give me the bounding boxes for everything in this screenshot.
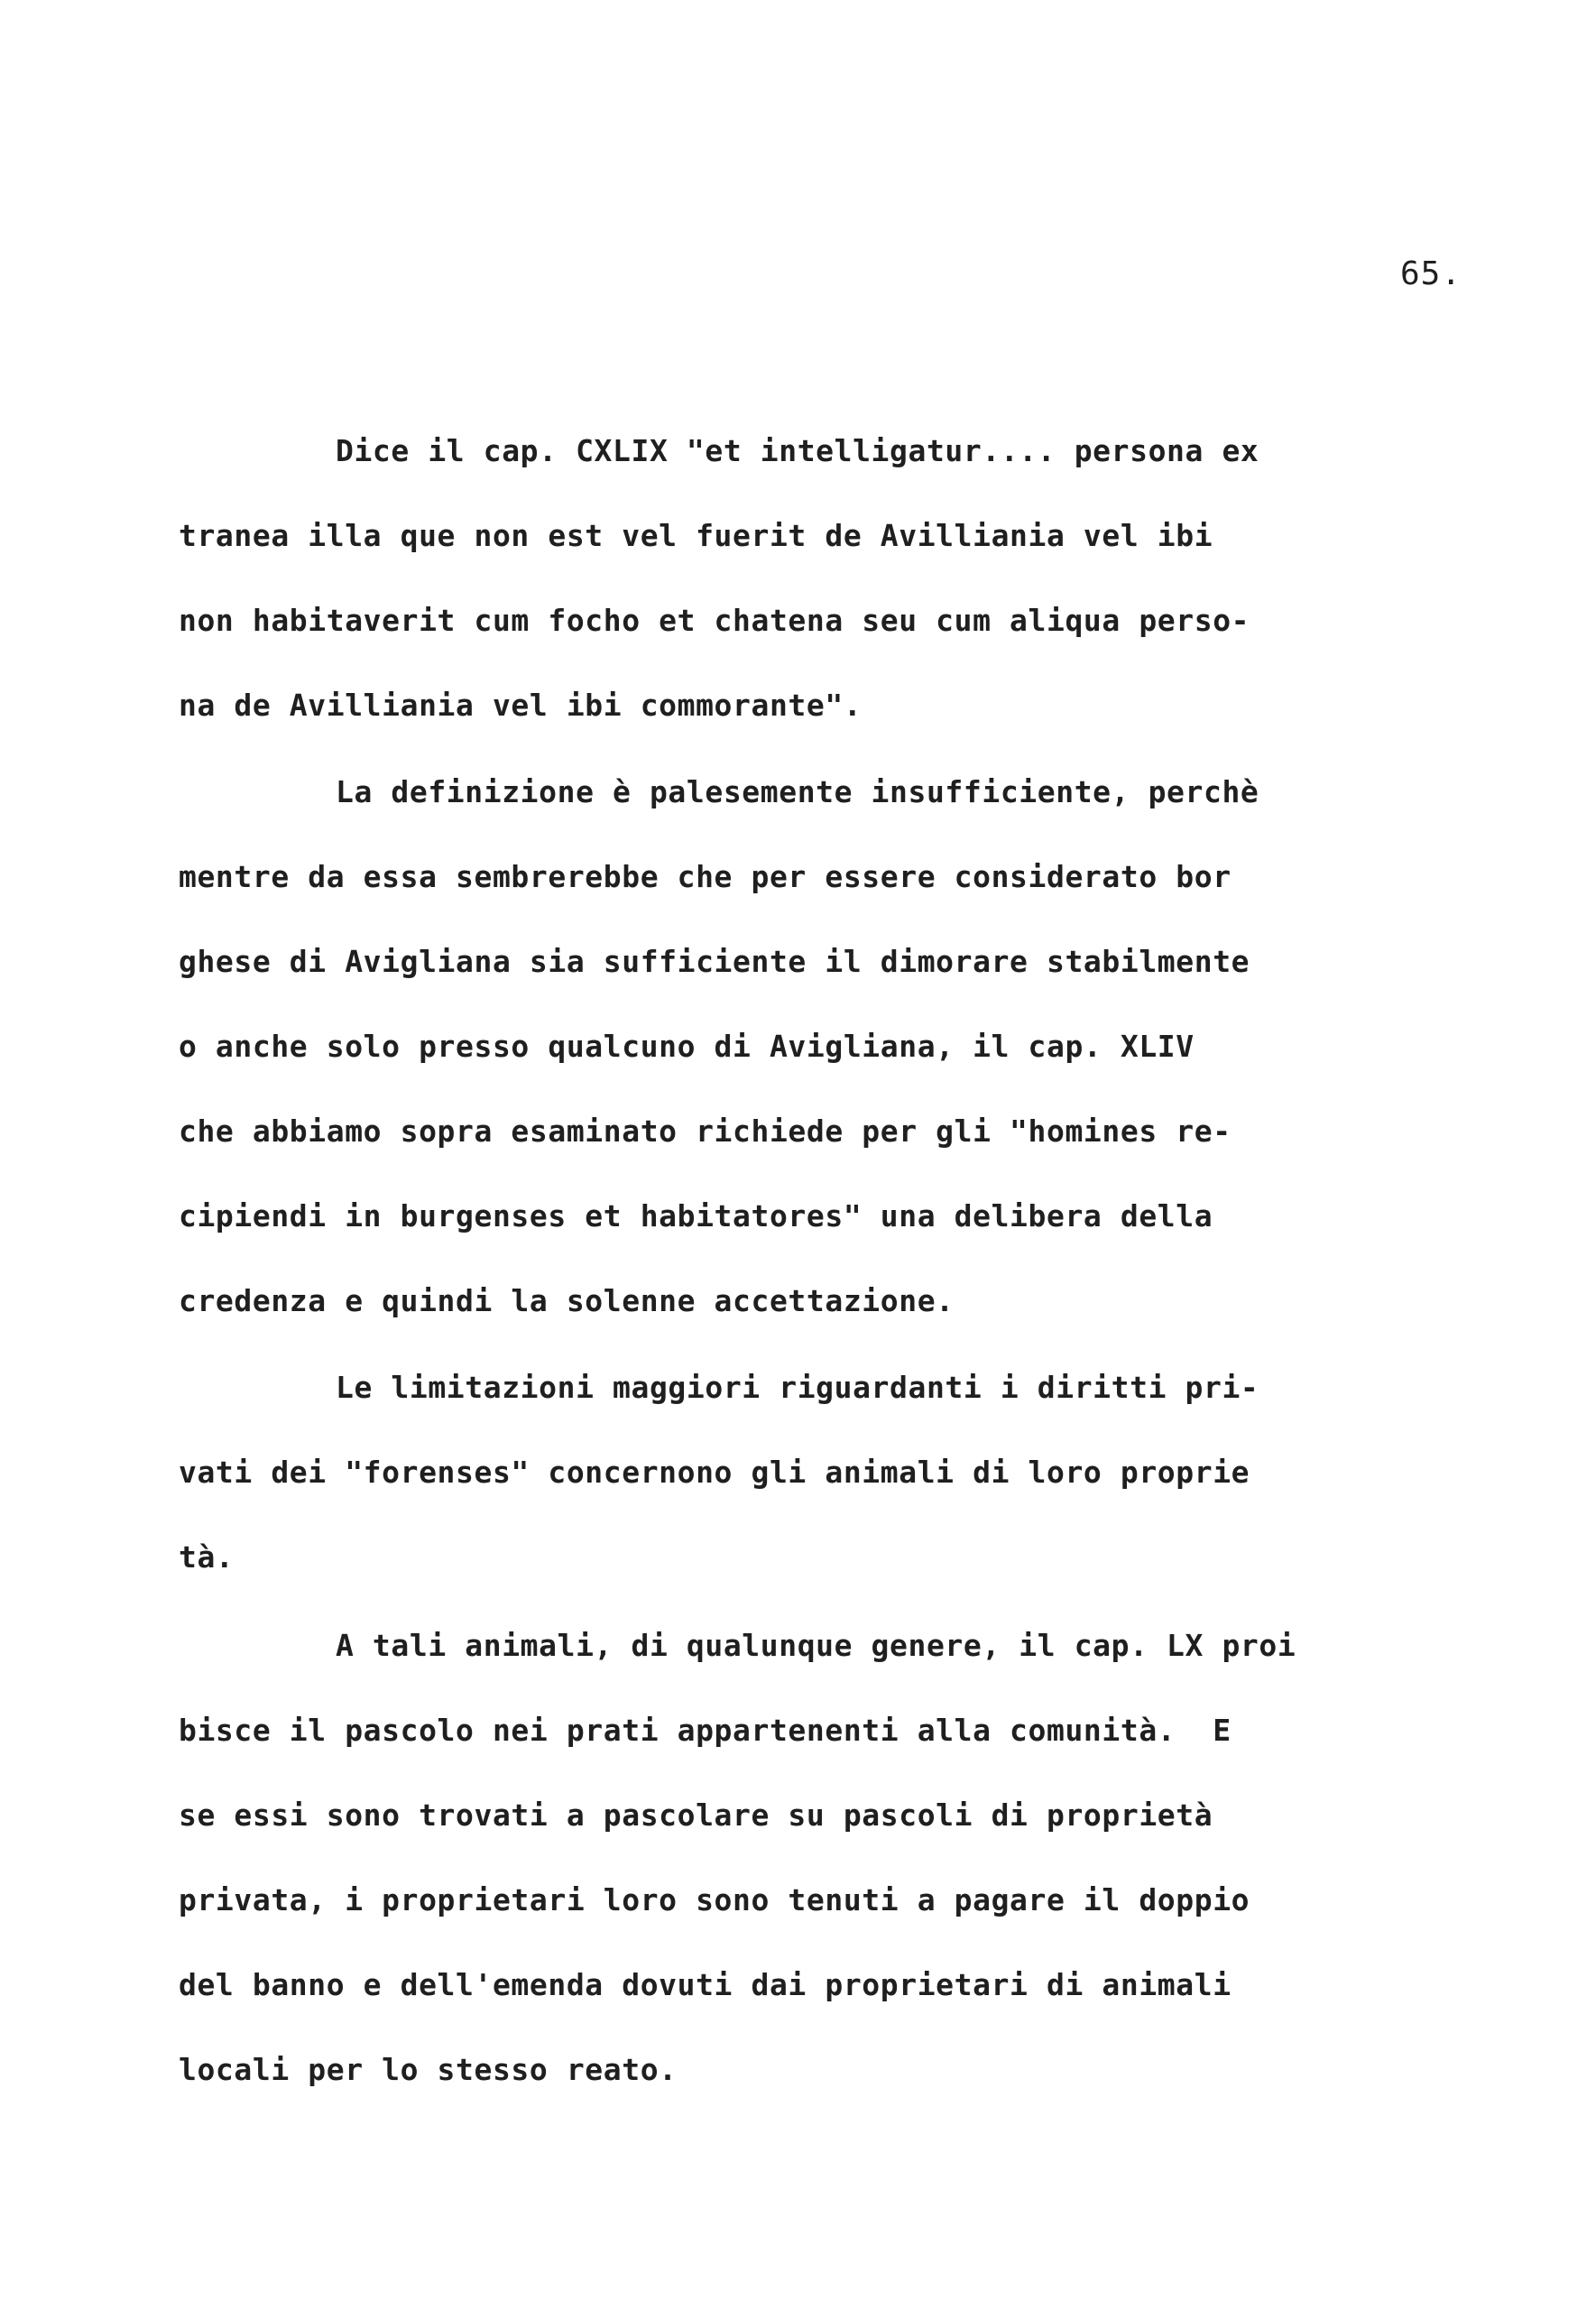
text-line: bisce il pascolo nei prati appartenenti alla comunità. E	[179, 1713, 1232, 1748]
text-line: locali per lo stesso reato.	[179, 2052, 678, 2087]
text-line: credenza e quindi la solenne accettazione.	[179, 1283, 955, 1318]
text-line: se essi sono trovati a pascolare su pascoli di proprietà	[179, 1797, 1213, 1833]
text-line: Le limitazioni maggiori riguardanti i diritti pri-	[336, 1370, 1259, 1405]
text-line: vati dei "forenses" concernono gli animali di loro proprie	[179, 1455, 1250, 1490]
text-line: ghese di Avigliana sia sufficiente il dimorare stabilmente	[179, 944, 1250, 979]
text-line: na de Avilliania vel ibi commorante".	[179, 688, 863, 723]
text-line: tà.	[179, 1539, 235, 1575]
text-line: La definizione è palesemente insufficiente, perchè	[336, 774, 1259, 809]
text-line: che abbiamo sopra esaminato richiede per gli "homines re-	[179, 1113, 1232, 1149]
page-number: 65.	[1400, 255, 1462, 292]
text-line: tranea illa que non est vel fuerit de Avilliania vel ibi	[179, 518, 1213, 553]
text-line: A tali animali, di qualunque genere, il cap. LX proi	[336, 1628, 1296, 1663]
text-line: privata, i proprietari loro sono tenuti a pagare il doppio	[179, 1882, 1250, 1917]
text-line: non habitaverit cum focho et chatena seu cum aliqua perso-	[179, 603, 1250, 638]
text-line: o anche solo presso qualcuno di Avigliana, il cap. XLIV	[179, 1029, 1195, 1064]
text-line: cipiendi in burgenses et habitatores" una delibera della	[179, 1198, 1213, 1234]
text-line: mentre da essa sembrerebbe che per essere considerato bor	[179, 859, 1232, 894]
text-line: Dice il cap. CXLIX "et intelligatur.... persona ex	[336, 433, 1259, 468]
text-line: del banno e dell'emenda dovuti dai proprietari di animali	[179, 1967, 1232, 2002]
